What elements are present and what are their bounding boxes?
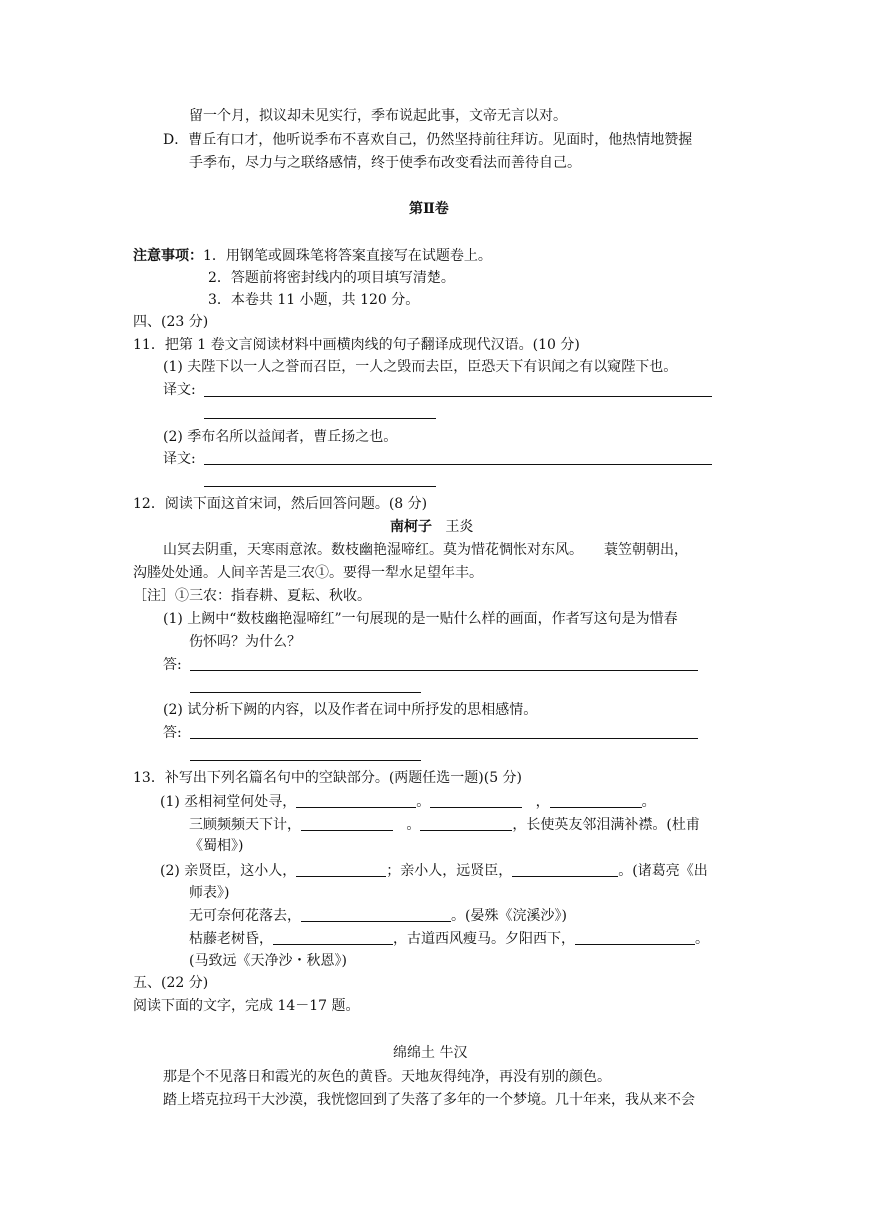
q11-answer-label-2: 译文: <box>163 451 196 467</box>
q12-sub1-line1: (1) 上阙中“数枝幽艳湿啼红”一句展现的是一贴什么样的画面，作者写这句是为惜春 <box>163 611 678 627</box>
fill-blank[interactable] <box>430 793 522 808</box>
q13-text: 。 <box>641 794 656 810</box>
poem-line-1: 山冥去阴重，天寒雨意浓。数枝幽艳湿啼红。莫为惜花惆怅对东风。 蓑笠朝朝出， <box>163 542 688 558</box>
q12-answer-line-2b[interactable] <box>190 760 421 761</box>
fill-blank[interactable] <box>296 862 386 877</box>
poem-heading <box>390 517 473 537</box>
section-4-header: 四、(23 分) <box>133 314 209 330</box>
q13-group2-source2: (马致远《天净沙・秋恩》) <box>189 953 347 969</box>
section-5-header: 五、(22 分) <box>133 975 209 991</box>
fill-blank[interactable] <box>301 907 451 922</box>
q12-answer-line-2a[interactable] <box>190 738 698 739</box>
q12-answer-line-1a[interactable] <box>190 670 698 671</box>
poem-author: 王炎 <box>445 519 474 535</box>
q13-text: (2) 亲贤臣，这小人， <box>160 863 297 879</box>
q13-group1-source: 《蜀相》) <box>189 838 244 854</box>
article-heading <box>393 1043 467 1063</box>
q11-answer-line-1a[interactable] <box>204 396 712 397</box>
q13-text: 。(诸葛亮《出 <box>618 863 708 879</box>
q13-text: 。 <box>695 931 709 947</box>
notice-item-1: 1．用钢笔或圆珠笔将答案直接写在试题卷上。 <box>203 248 492 264</box>
q13-text: ；亲小人，远贤臣， <box>386 863 513 879</box>
fill-blank[interactable] <box>575 930 695 945</box>
q12-stem: 12．阅读下面这首宋词，然后回答问题。(8 分) <box>133 496 428 512</box>
q13-group2-source1: 师表》) <box>189 885 230 901</box>
q11-stem: 11．把第 1 卷文言阅读材料中画横肉线的句子翻译成现代汉语。(10 分) <box>133 337 580 353</box>
q11-answer-label-1: 译文: <box>163 382 196 398</box>
option-c-tail: 留一个月，拟议却未见实行，季布说起此事，文帝无言以对。 <box>189 108 567 124</box>
volume-title: 第Ⅱ卷 <box>409 201 449 217</box>
q13-text: ， <box>535 794 550 810</box>
q13-text: ，古道西风瘦马。夕阳西下， <box>393 931 575 947</box>
fill-blank[interactable] <box>550 793 642 808</box>
fill-blank[interactable] <box>296 793 416 808</box>
poem-note: ［注］①三农：指春耕、夏耘、秋收。 <box>133 588 371 604</box>
option-d-line1: D．曹丘有口才，他听说季布不喜欢自己，仍然坚持前往拜访。见面时，他热情地赞握 <box>163 132 693 148</box>
option-d-line2: 手季布，尽力与之联络感情，终于使季布改变看法而善待自己。 <box>189 155 581 171</box>
q11-sentence-2: (2) 季布名所以益闻者，曹丘扬之也。 <box>163 429 398 445</box>
fill-blank[interactable] <box>273 930 393 945</box>
q11-sentence-1: (1) 夫陛下以一人之誉而召臣，一人之毁而去臣，臣恐天下有识闻之有以窥陛下也。 <box>163 359 678 375</box>
q13-text: 。 <box>406 817 421 833</box>
q13-text: 枯藤老树昏， <box>189 931 273 947</box>
q13-text: (1) 丞相祠堂何处寻， <box>160 794 297 810</box>
section-5-intro: 阅读下面的文字，完成 14－17 题。 <box>133 998 360 1014</box>
article-title: 绵绵土 <box>393 1045 435 1061</box>
article-paragraph-2: 踏上塔克拉玛干大沙漠，我恍惚回到了失落了多年的一个梦境。几十年来，我从来不会 <box>163 1092 695 1108</box>
q13-group1-line1 <box>160 792 656 812</box>
q13-text: 。 <box>416 794 431 810</box>
q12-sub2: (2) 试分析下阙的内容，以及作者在词中所抒发的思相感情。 <box>163 702 538 718</box>
notice-item-2: 2．答题前将密封线内的项目填写清楚。 <box>208 270 455 286</box>
notice-item-3: 3．本卷共 11 小题，共 120 分。 <box>208 292 420 308</box>
q13-group1-line2 <box>189 815 700 835</box>
q11-answer-line-2a[interactable] <box>204 464 712 465</box>
q13-group2-line2 <box>189 906 567 926</box>
poem-line-2: 沟塍处处通。人间辛苦是三农①。要得一犁水足望年丰。 <box>133 565 483 581</box>
q13-group2-line1 <box>160 861 708 881</box>
notice-line-1 <box>133 246 492 266</box>
q13-text: ，长使英友邻泪满补襟。(杜甫 <box>512 817 700 833</box>
fill-blank[interactable] <box>301 816 393 831</box>
q11-answer-line-1b[interactable] <box>204 418 436 419</box>
q12-answer-label-1: 答: <box>163 657 182 673</box>
q11-answer-line-2b[interactable] <box>204 486 436 487</box>
fill-blank[interactable] <box>512 862 618 877</box>
q13-text: 无可奈何花落去， <box>189 908 301 924</box>
q13-text: 。(晏殊《浣溪沙》) <box>451 908 567 924</box>
poem-title: 南柯子 <box>390 519 432 535</box>
q12-answer-line-1b[interactable] <box>190 692 421 693</box>
q13-stem: 13．补写出下列名篇名句中的空缺部分。(两题任选一题)(5 分) <box>133 770 523 786</box>
fill-blank[interactable] <box>420 816 512 831</box>
article-paragraph-1: 那是个不见落日和霞光的灰色的黄昏。天地灰得纯净，再没有别的颜色。 <box>163 1069 611 1085</box>
q13-text: 三顾频频天下计， <box>189 817 301 833</box>
article-author: 牛汉 <box>439 1045 468 1061</box>
q13-group2-line3 <box>189 929 709 949</box>
q12-sub1-line2: 伤怀吗？为什么？ <box>189 634 301 650</box>
notice-label: 注意事项： <box>133 248 203 264</box>
q12-answer-label-2: 答: <box>163 725 182 741</box>
